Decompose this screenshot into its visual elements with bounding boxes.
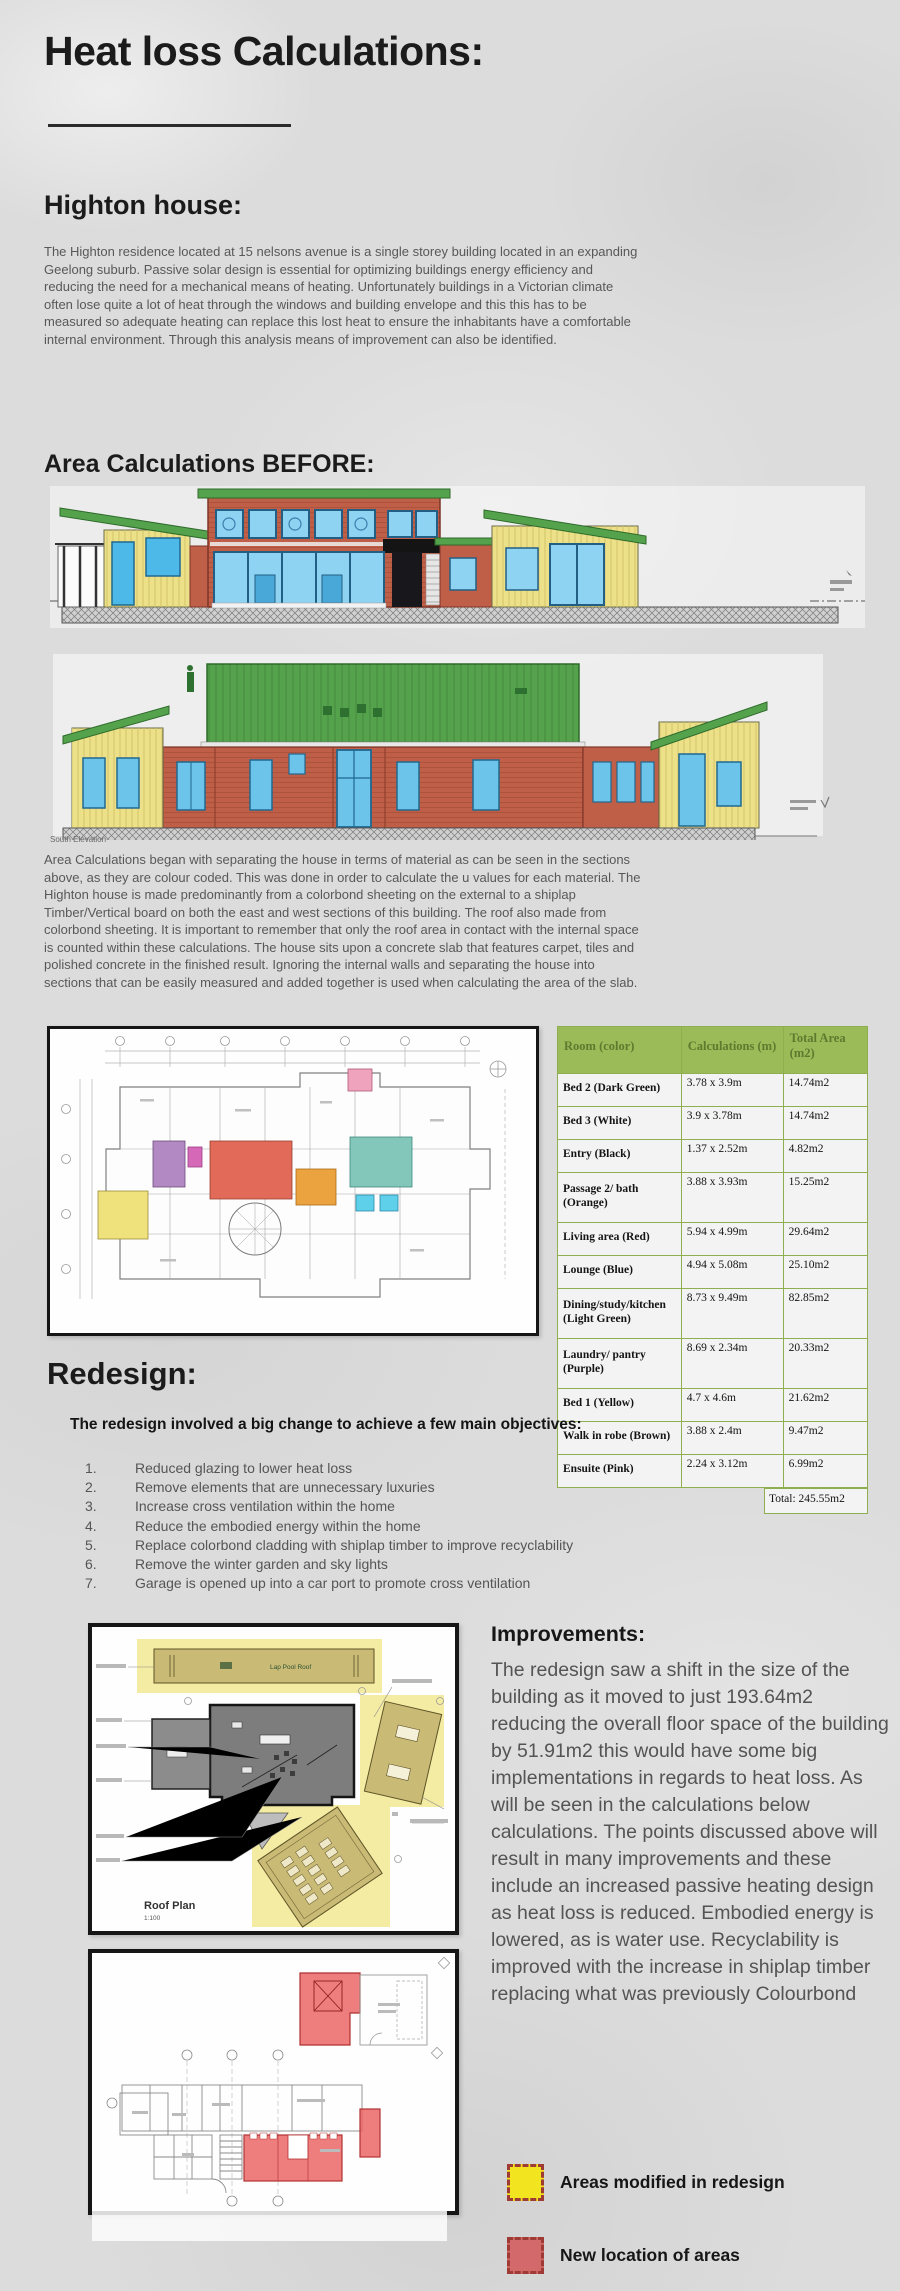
col-header-total-area: Total Area (m2) [783, 1027, 867, 1074]
table-row [558, 1107, 868, 1140]
red-highlight-rooms [244, 2109, 380, 2181]
highton-heading: Highton house: [44, 190, 242, 220]
passage-orange [296, 1169, 336, 1205]
blue-window [146, 538, 180, 576]
area-before-heading: Area Calculations BEFORE: [44, 450, 375, 478]
main-block [198, 489, 450, 608]
area-table-container [557, 1026, 868, 1514]
redesign-intro: The redesign involved a big change to achieve a few main objectives: [70, 1416, 582, 1433]
cell-calc: 8.69 x 2.34m [681, 1339, 783, 1389]
cell-area: 4.82m2 [783, 1140, 867, 1173]
table-header-row [558, 1027, 868, 1074]
south-orange-wall [163, 747, 583, 828]
laundry-purple [153, 1141, 185, 1187]
list-number: 3. [85, 1498, 97, 1515]
redesign-heading: Redesign: [47, 1356, 197, 1391]
roof-plan-scale: 1:100 [144, 1915, 161, 1922]
list-item [85, 1478, 725, 1497]
south-elevation-drawing [45, 650, 855, 840]
cell-area: 29.64m2 [783, 1223, 867, 1256]
cell-calc: 2.24 x 3.12m [681, 1455, 783, 1488]
window-cyan-2 [380, 1195, 398, 1211]
legend-swatch-red [507, 2237, 544, 2274]
blue-door [112, 542, 134, 605]
garage-area [300, 1957, 450, 2058]
cell-room: Bed 3 (White) [558, 1107, 682, 1140]
improvements-paragraph: The redesign saw a shift in the size of the building as it moved to just 193.64m2 reducing the overall floor space of the building by 51.91m2 this would have some big implementations in regards to heat loss. As will be seen in the calculations below calculations. The points discussed above will result in many improvements and these include an increased passive heating design as heat loss is reduced. Embodied energy is lowered, as is water use. Recyclability is improved with the increase in shiplap timber replacing what was previously Colourbond [491, 1659, 889, 2005]
ground-hatch [62, 607, 838, 623]
cell-calc: 5.94 x 4.99m [681, 1223, 783, 1256]
cell-calc: 3.88 x 2.4m [681, 1422, 783, 1455]
list-text: Garage is opened up into a car port to promote cross ventilation [135, 1575, 531, 1592]
entry-door-black [392, 552, 422, 607]
ground-hatch [63, 828, 755, 840]
list-item [85, 1574, 725, 1593]
cell-calc: 1.37 x 2.52m [681, 1140, 783, 1173]
table-row [558, 1289, 868, 1339]
list-number: 5. [85, 1536, 97, 1553]
improvements-heading: Improvements: [491, 1622, 646, 1646]
scan-page-margin [92, 2211, 447, 2241]
north-elevation-drawing [50, 480, 865, 632]
cell-calc: 3.78 x 3.9m [681, 1074, 783, 1107]
lap-pool-roof [154, 1649, 374, 1683]
big-green-roof [187, 664, 585, 747]
cell-area: 15.25m2 [783, 1173, 867, 1223]
roof-plan-frame [88, 1623, 459, 1935]
list-number: 7. [85, 1575, 97, 1592]
table-row [558, 1074, 868, 1107]
cell-room: Passage 2/ bath (Orange) [558, 1173, 682, 1223]
redesign-plan-frame [88, 1949, 459, 2215]
ensuite-pink-small [188, 1147, 202, 1167]
table-row [558, 1140, 868, 1173]
title-divider [48, 124, 291, 127]
list-number: 6. [85, 1556, 97, 1573]
list-item [85, 1459, 725, 1478]
table-total: Total: 245.55m2 [764, 1488, 868, 1514]
redesign-plan-drawing [92, 1953, 455, 2211]
redesign-list [85, 1459, 725, 1593]
bed1-yellow [98, 1191, 148, 1239]
table-row [558, 1339, 868, 1389]
cell-room: Bed 2 (Dark Green) [558, 1074, 682, 1107]
right-orange-section [435, 538, 497, 607]
cell-room: Dining/study/kitchen (Light Green) [558, 1289, 682, 1339]
lap-pool-roof-label: Lap Pool Roof [270, 1664, 312, 1671]
cell-area: 14.74m2 [783, 1074, 867, 1107]
cell-calc: 8.73 x 9.49m [681, 1289, 783, 1339]
table-row [558, 1173, 868, 1223]
red-highlight-garage [300, 1973, 360, 2045]
cell-calc: 3.9 x 3.78m [681, 1107, 783, 1140]
cell-calc: 4.94 x 5.08m [681, 1256, 783, 1289]
list-item [85, 1555, 725, 1574]
connector-wall [190, 546, 208, 607]
lower-glazing [212, 552, 386, 608]
grid-bubbles [107, 2050, 283, 2206]
living-red [210, 1141, 292, 1199]
list-item [85, 1497, 725, 1516]
cell-area: 14.74m2 [783, 1107, 867, 1140]
list-text: Remove the winter garden and sky lights [135, 1556, 388, 1573]
roof-plan-label: Roof Plan [144, 1900, 196, 1912]
robe-pink [348, 1069, 372, 1091]
col-header-calculations: Calculations (m) [681, 1027, 783, 1074]
cell-room: Laundry/ pantry (Purple) [558, 1339, 682, 1389]
cell-area: 25.10m2 [783, 1256, 867, 1289]
table-row [558, 1256, 868, 1289]
cell-area: 6.99m2 [783, 1455, 867, 1488]
list-text: Reduced glazing to lower heat loss [135, 1460, 353, 1476]
col-header-room: Room (color) [558, 1027, 682, 1074]
page-title: Heat loss Calculations: [44, 28, 484, 74]
carport [55, 544, 110, 607]
red-highlight-store [360, 2109, 380, 2157]
legend-label-modified: Areas modified in redesign [560, 2172, 785, 2192]
legend-label-new-location: New location of areas [560, 2245, 740, 2265]
list-item [85, 1517, 725, 1536]
list-number: 4. [85, 1517, 97, 1534]
legend-swatch-yellow [507, 2164, 544, 2201]
cell-room: Bed 1 (Yellow) [558, 1389, 682, 1422]
floor-plan-before-frame [47, 1026, 539, 1336]
cell-room: Living area (Red) [558, 1223, 682, 1256]
floor-plan-before-drawing [50, 1029, 536, 1333]
roof-plan-drawing [92, 1627, 455, 1931]
south-elevation-label: South Elevation [50, 835, 107, 844]
curved-wall [229, 1203, 281, 1255]
clerestory-windows [216, 510, 437, 538]
cell-room: Entry (Black) [558, 1140, 682, 1173]
cell-calc: 4.7 x 4.6m [681, 1389, 783, 1422]
list-item [85, 1536, 725, 1555]
window-cyan-1 [356, 1195, 374, 1211]
roof-cap [198, 489, 450, 498]
list-number: 1. [85, 1460, 97, 1476]
list-text: Replace colorbond cladding with shiplap timber to improve recyclability [135, 1536, 574, 1553]
cell-area: 21.62m2 [783, 1389, 867, 1422]
list-number: 2. [85, 1479, 97, 1496]
highton-paragraph: The Highton residence located at 15 nelsons avenue is a single storey building located in an expanding Geelong suburb. Passive solar design is essential for optimizing buildings energy efficiency and reducing the need for a mechanical means of heating. Unfortunately buildings in a Victorian climate often lose quite a lot of heat through the windows and building envelope and this this has to be measured so adequate heating can replace this lost heat to ensure the inhabitants have a comfortable internal environment. Through this analysis means of improvement can also be identified. [44, 244, 638, 347]
cell-calc: 3.88 x 3.93m [681, 1173, 783, 1223]
cell-room: Ensuite (Pink) [558, 1455, 682, 1488]
area-calc-paragraph: Area Calculations began with separating the house in terms of material as can be seen in the sections above, as they are colour coded. This was done in order to calculate the u values for each material. The Highton house is made predominantly from a colorbond sheeting on the external to a shiplap Timber/Vertical board on both the east and west sections of this building. The roof also made from colorbond sheeting. It is important to remember that only the roof area in contact with the internal space is counted within these calculations. The house sits upon a concrete slab that features carpet, tiles and polished concrete in the finished result. Ignoring the internal walls and separating the house into sections that can be easily measured and added together is used when calculating the area of the slab. [44, 852, 641, 990]
cell-room: Walk in robe (Brown) [558, 1422, 682, 1455]
list-text: Increase cross ventilation within the home [135, 1498, 395, 1515]
table-row [558, 1223, 868, 1256]
right-orange-section [583, 747, 659, 828]
cell-area: 9.47m2 [783, 1422, 867, 1455]
cell-area: 82.85m2 [783, 1289, 867, 1339]
cell-area: 20.33m2 [783, 1339, 867, 1389]
cell-room: Lounge (Blue) [558, 1256, 682, 1289]
list-text: Reduce the embodied energy within the home [135, 1517, 421, 1534]
lounge-teal [350, 1137, 412, 1187]
list-text: Remove elements that are unnecessary luxuries [135, 1479, 435, 1496]
